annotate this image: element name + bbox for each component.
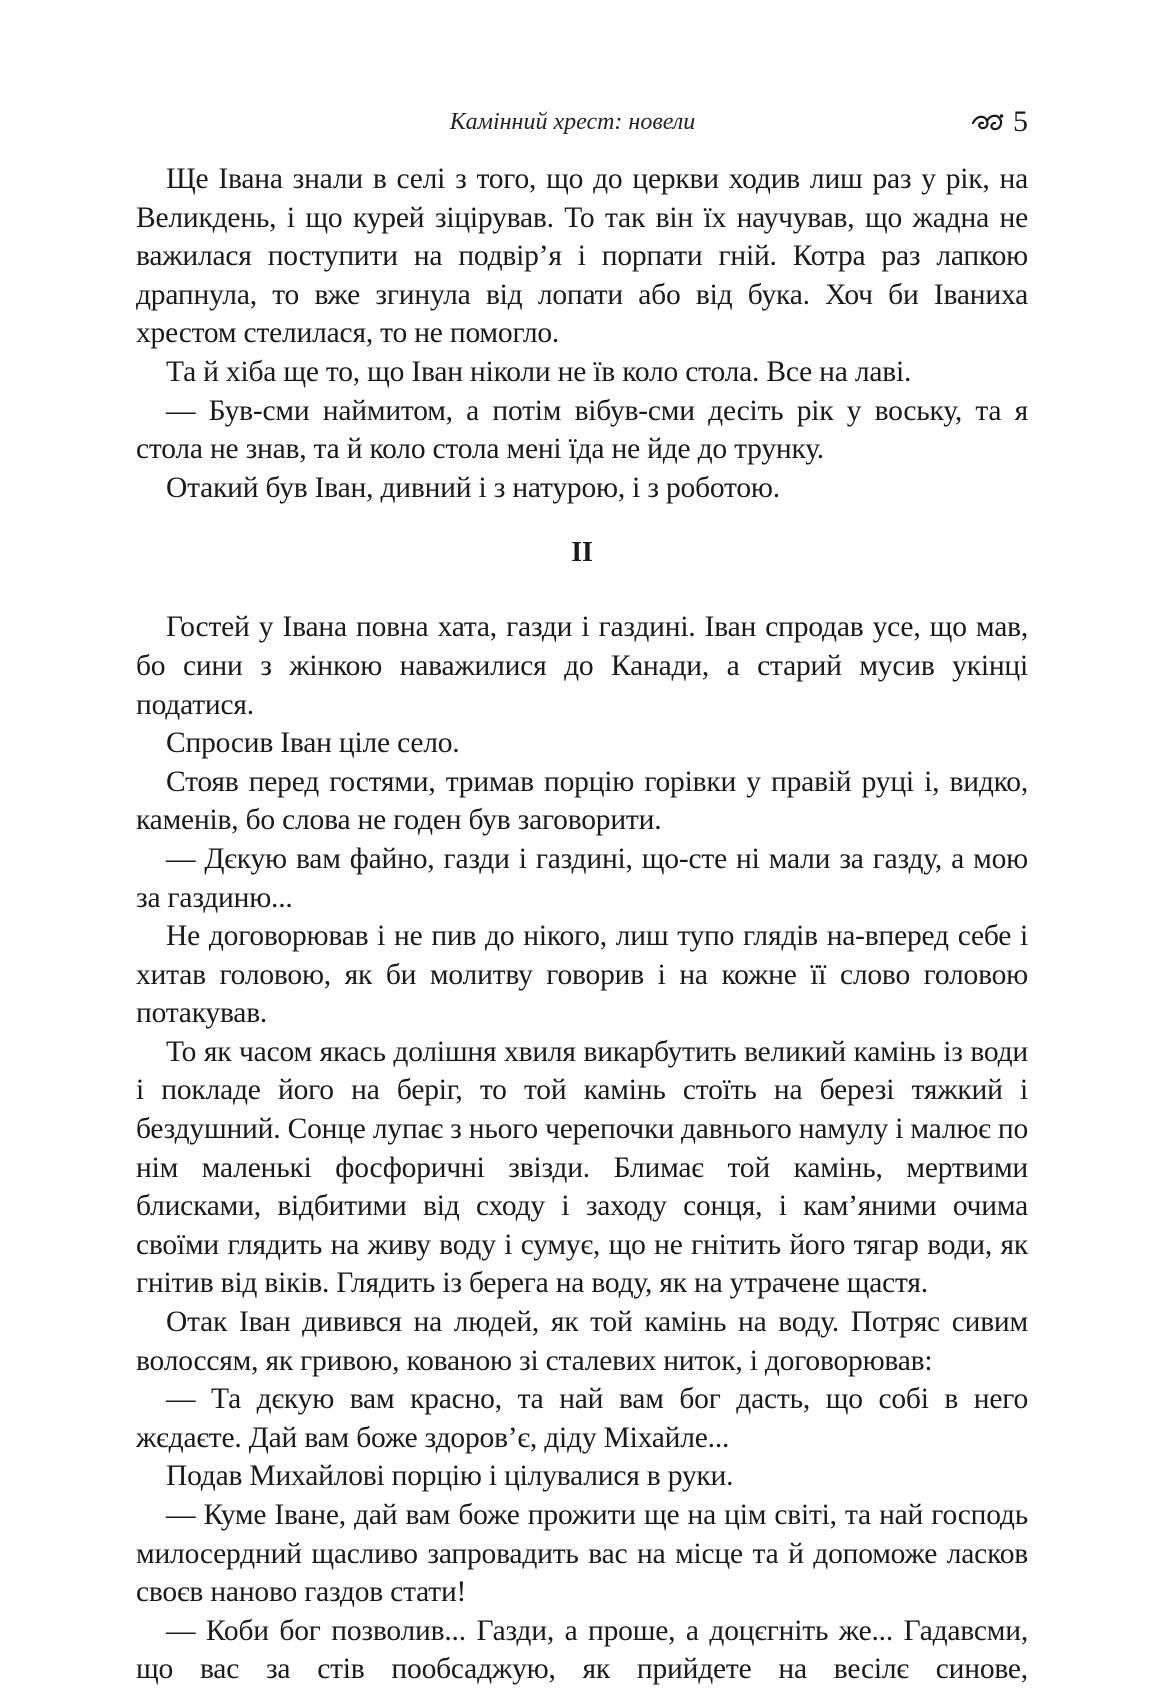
paragraph: То як часом якась долішня хвиля викарбутить великий камінь із води і покладе його на беріг, то той камінь стоїть на березі тяжкий і бездушний. Сонце лупає з нього черепочки давнього намулу і малює по нім маленькі фосфоричні звізди. Блимає той камінь, мертвими блисками, відбитими від сходу і заходу сонця, і кам’яними очима своїми глядить на живу воду і сумує, що не гнітить його тягар води, як гнітив від віків. Глядить із берега на воду, як на утрачене щастя. — [136, 1035, 1028, 1300]
paragraph: — Був-сми наймитом, а потім вібув-сми десіть рік у воську, та я стола не знав, та й коло стола мені їда не йде до трунку. — [136, 394, 1028, 466]
book-title: Камінний хрест: новели — [449, 109, 696, 135]
paragraph: Отак Іван дивився на людей, як той камінь на воду. Потряс сивим волоссям, як гривою, кованою зі сталевих ниток, і договорював: — [136, 1306, 1028, 1377]
main-text — [136, 160, 1028, 1689]
paragraph: — Куме Іване, дай вам боже прожити ще на цім світі, та най господь милосердний щасливо запровадить вас на місце та й допоможе ласков своєв наново газдов стати! — [136, 1499, 1028, 1609]
paragraph: — Дєкую вам файно, газди і газдині, що-сте ні мали за газду, а мою за газдиню... — [136, 842, 1028, 914]
paragraph: Спросив Іван ціле село. — [166, 727, 460, 760]
paragraph: Ще Івана знали в селі з того, що до церкви ходив лиш раз у рік, на Великдень, і що курей зіцірував. То так він їх научував, що жадна не важилася поступити на подвір’я і порпати гній. Котра раз лапкою драпнула, то вже згинула від лопати або від бука. Хоч би Іваниха хрестом стелилася, то не помогло. — [136, 163, 1028, 350]
paragraph: Стояв перед гостями, тримав порцію горівки у правій руці і, видко, каменів, бо слова не годен був заговорити. — [136, 765, 1028, 837]
paragraph: Подав Михайлові порцію і цілувалися в руки. — [166, 1460, 734, 1493]
running-header — [0, 104, 1158, 140]
page-number-group — [971, 104, 1028, 140]
paragraph-continued: — Коби бог позволив... Газди, а проше, а доцєгніть же... Гадавсми, що вас за стів пообсаджую, як прийдете на весілє синове, — [136, 1614, 1028, 1686]
paragraph: — Та дєкую вам красно, та най вам бог дасть, що собі в него жєдаєте. Дай вам боже здоров’є, діду Міхайле... — [136, 1383, 1028, 1454]
section-heading: II — [571, 537, 593, 569]
paragraph: Гостей у Івана повна хата, газди і газдині. Іван спродав усе, що мав, бо сини з жінкою наважилися до Канади, а старий мусив укінці податися. — [136, 611, 1028, 721]
fleuron-ornament-icon — [971, 111, 1005, 133]
paragraph: Та й хіба ще то, що Іван ніколи не їв коло стола. Все на лаві. — [166, 355, 912, 388]
paragraph: Не договорював і не пив до нікого, лиш тупо глядів на-вперед себе і хитав головою, як би молитву говорив і на кожне її слово головою потакував. — [136, 920, 1028, 1030]
paragraph: Отакий був Іван, дивний і з натурою, і з роботою. — [166, 471, 780, 504]
page-number: 5 — [1013, 105, 1028, 138]
